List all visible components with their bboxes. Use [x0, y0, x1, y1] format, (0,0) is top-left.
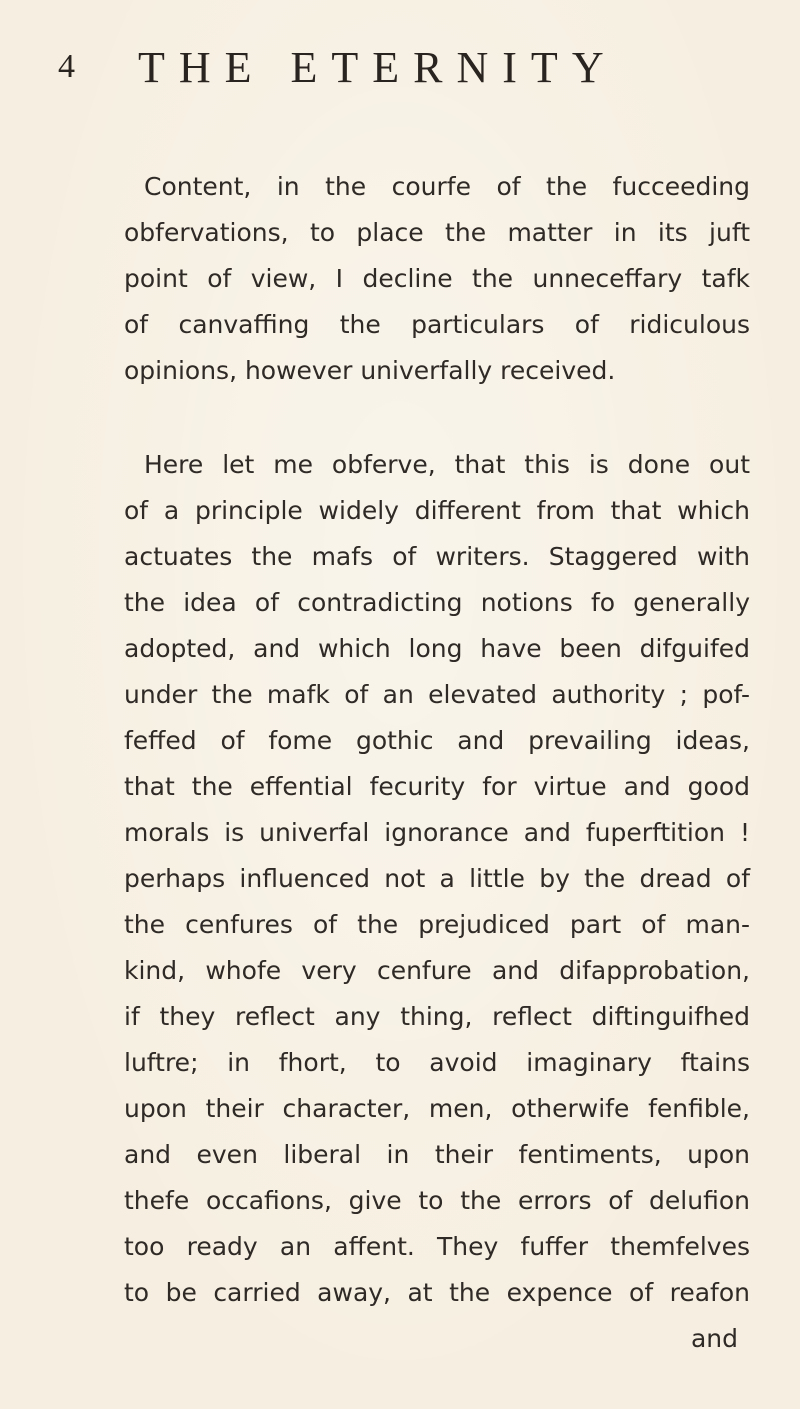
text-line: luftre; in fhort, to avoid imaginary ftains	[124, 1048, 750, 1077]
text-line: under the mafk of an elevated authority ; pof-	[124, 680, 750, 709]
text-line: feffed of fome gothic and prevailing ideas,	[124, 726, 750, 755]
text-line: morals is univerfal ignorance and fuperftition !	[124, 818, 750, 847]
text-line: kind, whofe very cenfure and difapprobation,	[124, 956, 750, 985]
paragraph-2	[124, 442, 750, 1316]
text-line: actuates the mafs of writers. Staggered with	[124, 542, 750, 571]
paragraph-1	[124, 164, 750, 394]
text-line: Content, in the courfe of the fucceeding	[144, 172, 750, 201]
text-line: obfervations, to place the matter in its juft	[124, 218, 750, 247]
text-line: too ready an affent. They fuffer themfelves	[124, 1232, 750, 1261]
text-line: the idea of contradicting notions fo generally	[124, 588, 750, 617]
text-line: thefe occafions, give to the errors of delufion	[124, 1186, 750, 1215]
text-line: the cenfures of the prejudiced part of man-	[124, 910, 750, 939]
text-line: of canvaffing the particulars of ridiculous	[124, 310, 750, 339]
text-line: that the effential fecurity for virtue and good	[124, 772, 750, 801]
text-line: Here let me obferve, that this is done out	[144, 450, 750, 479]
paragraph-gap	[124, 394, 750, 442]
body-text	[124, 164, 750, 1362]
text-line: point of view, I decline the unneceffary tafk	[124, 264, 750, 293]
text-line: to be carried away, at the expence of reafon	[124, 1278, 750, 1307]
text-line: of a principle widely different from that which	[124, 496, 750, 525]
catchword: and	[690, 1324, 738, 1353]
running-head: THE ETERNITY	[138, 43, 618, 92]
text-line: perhaps influenced not a little by the dread of	[124, 864, 750, 893]
text-line: upon their character, men, otherwife fenfible,	[124, 1094, 750, 1123]
text-line: if they reflect any thing, reflect diftinguifhed	[124, 1002, 750, 1031]
text-line: opinions, however univerfally received.	[124, 356, 616, 385]
text-line: and even liberal in their fentiments, upon	[124, 1140, 750, 1169]
text-line: adopted, and which long have been difguifed	[124, 634, 750, 663]
page-header	[58, 42, 758, 98]
page-number: 4	[58, 48, 75, 85]
